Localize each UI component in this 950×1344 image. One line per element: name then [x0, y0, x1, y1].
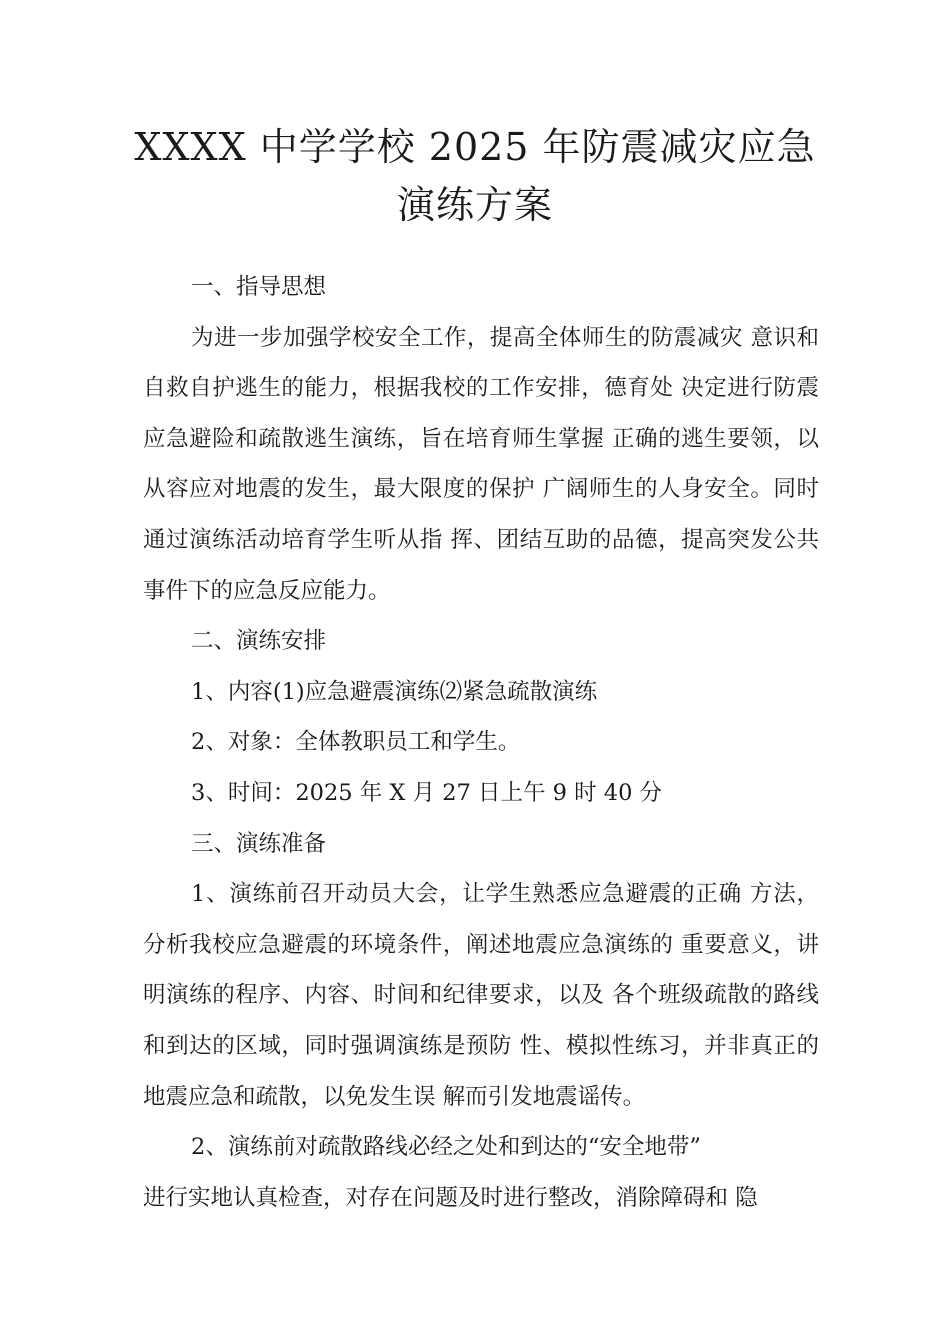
- preparation-item-2: 2、演练前对疏散路线必经之处和到达的“安全地带”: [191, 1134, 701, 1161]
- section-heading-arrangement: 二、演练安排: [191, 628, 327, 655]
- arrangement-item-target: 2、对象：全体教职员工和学生。: [191, 729, 521, 756]
- paragraph-guiding-thought: 为进一步加强学校安全工作，提高全体师生的防震减灾 意识和自救自护逃生的能力，根据我校的工作安排，德育处 决定进行防震应急避险和疏散逃生演练，旨在培育师生掌握 正确的逃生要领，以从容应对地震的发生，最大限度的保护 广阔师生的人身安全。同时通过演练活动培育学生听从指 挥、团结互助的品德，提高突发公共事件下的应急反应能力。: [143, 324, 819, 604]
- section-heading-preparation: 三、演练准备: [191, 830, 327, 857]
- preparation-item-2-continued: 进行实地认真检查，对存在问题及时进行整改，消除障碍和 隐: [143, 1184, 758, 1211]
- preparation-item-1: 1、演练前召开动员大会，让学生熟悉应急避震的正确 方法，分析我校应急避震的环境条件，阐述地震应急演练的 重要意义，讲明演练的程序、内容、时间和纪律要求，以及 各个班级疏散的路线和到达的区域，同时强调演练是预防 性、模拟性练习，并非真正的地震应急和疏散，以免发生误 解而引发地震谣传。: [143, 881, 819, 1110]
- document-title: XXXX 中学学校 2025 年防震减灾应急演练方案: [134, 125, 816, 227]
- document-body: [143, 262, 819, 1223]
- section-heading-guiding-thought: 一、指导思想: [191, 274, 327, 300]
- arrangement-item-content: 1、内容(1)应急避震演练⑵紧急疏散演练: [191, 678, 598, 705]
- arrangement-item-time: 3、时间：2025 年 X 月 27 日上午 9 时 40 分: [191, 779, 663, 806]
